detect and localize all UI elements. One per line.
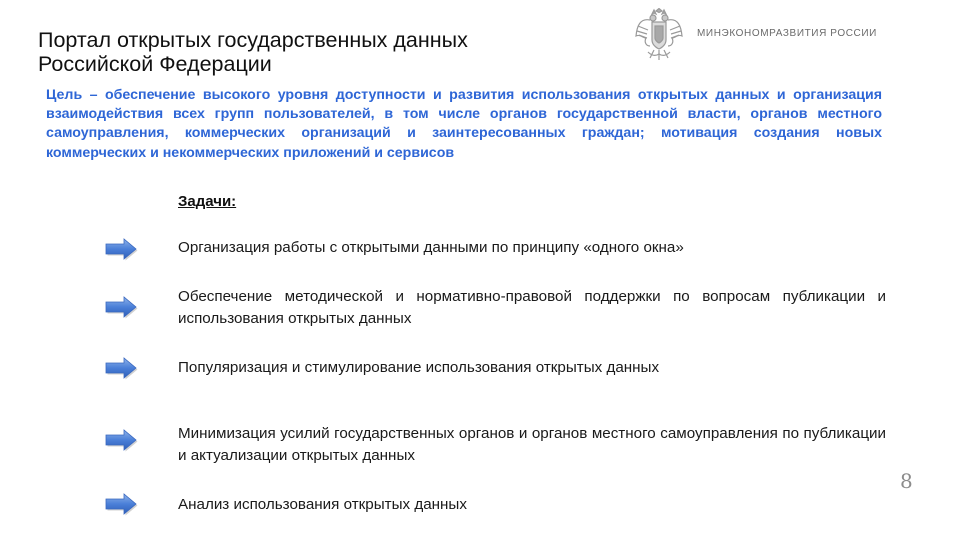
ministry-name: МИНЭКОНОМРАЗВИТИЯ РОССИИ xyxy=(697,28,877,39)
task-item-3: Популяризация и стимулирование использования открытых данных xyxy=(178,359,660,376)
tasks-heading: Задачи: xyxy=(178,193,237,210)
right-arrow-icon xyxy=(104,356,138,380)
task-item-1: Организация работы с открытыми данными по принципу «одного окна» xyxy=(178,239,684,256)
right-arrow-icon xyxy=(104,492,138,516)
eagle-emblem-icon xyxy=(634,8,684,64)
task-item-4: Минимизация усилий государственных органов и органов местного самоуправления по публикации и актуализации открытых данных xyxy=(178,425,886,464)
title-line-2: Российской Федерации xyxy=(38,52,272,76)
task-item-2: Обеспечение методической и нормативно-правовой поддержки по вопросам публикации и использования открытых данных xyxy=(178,288,886,327)
right-arrow-icon xyxy=(104,237,138,261)
title-line-1: Портал открытых государственных данных xyxy=(38,28,468,52)
goal-statement: Цель – обеспечение высокого уровня доступности и развития использования открытых данных и организация взаимодействия всех групп пользователей, в том числе органов государственной власти, органов местного самоуправления, коммерческих организаций и заинтересованных граждан; мотивация создания новых коммерческих и некоммерческих приложений и сервисов xyxy=(46,87,882,161)
page-number: 8 xyxy=(900,469,913,493)
right-arrow-icon xyxy=(104,428,138,452)
right-arrow-icon xyxy=(104,295,138,319)
task-item-5: Анализ использования открытых данных xyxy=(178,496,467,513)
page-title xyxy=(38,28,468,76)
